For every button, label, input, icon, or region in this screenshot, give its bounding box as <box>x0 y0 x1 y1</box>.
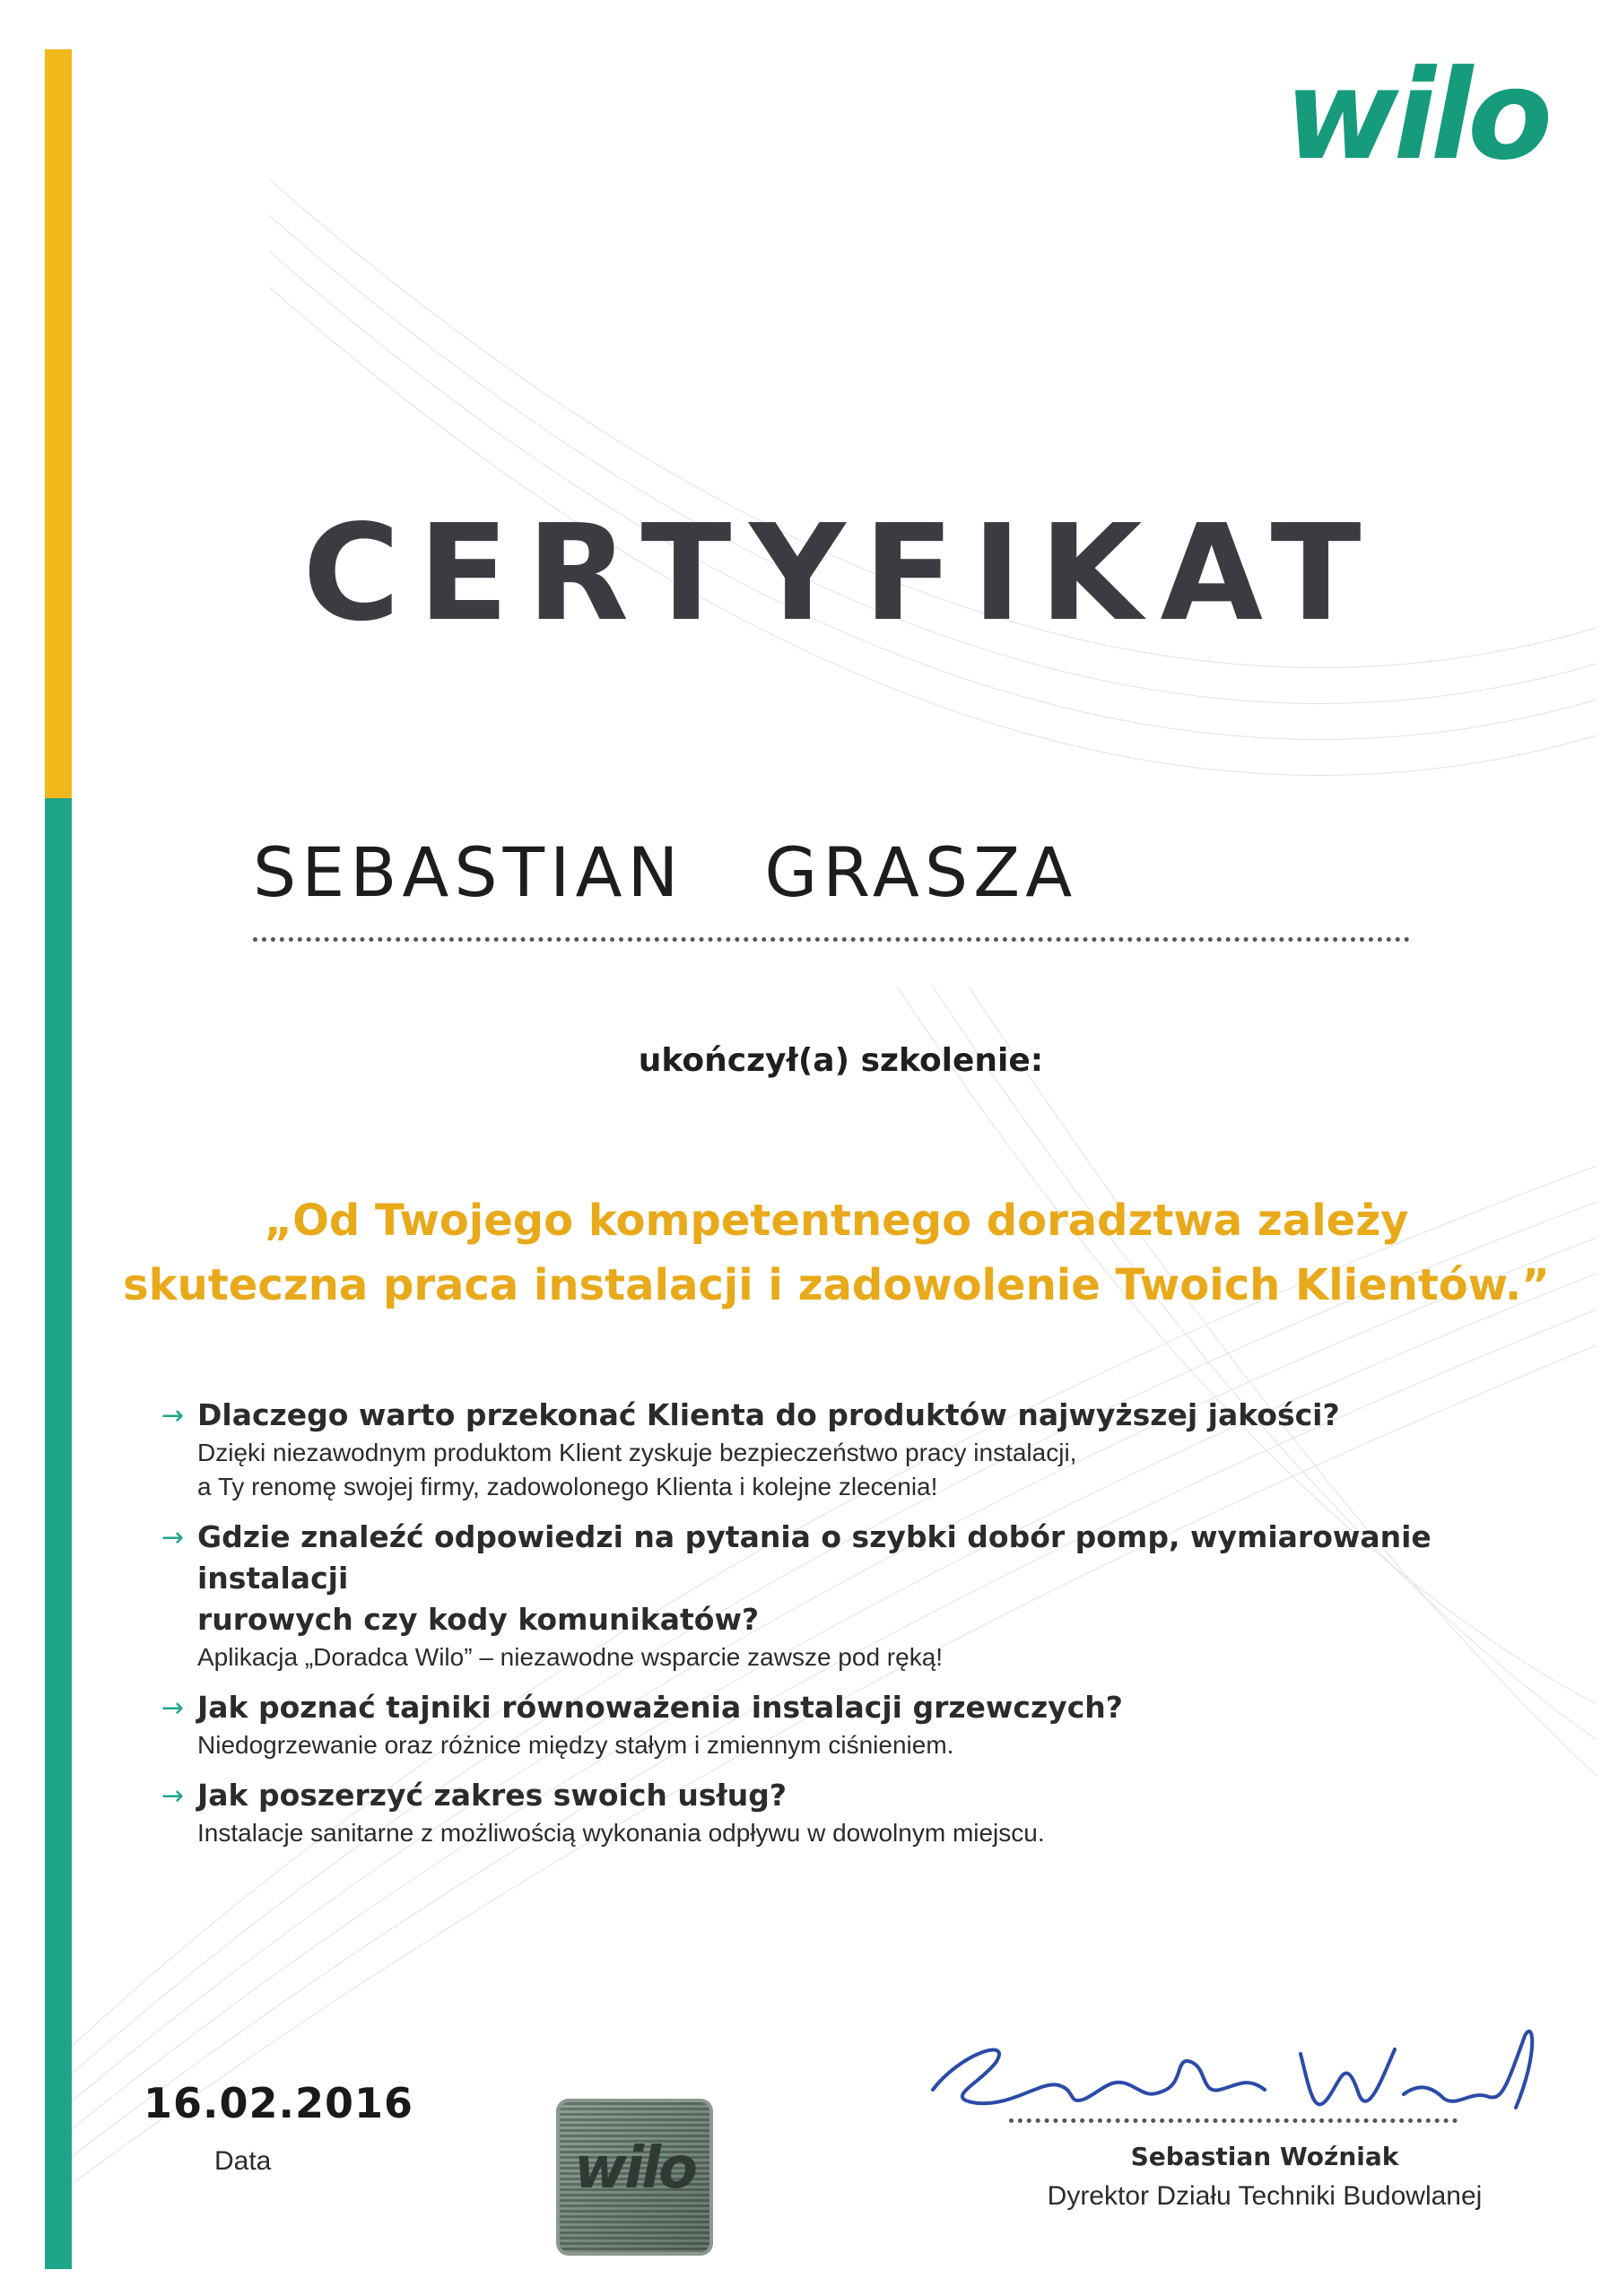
signer-name: Sebastian Woźniak <box>1130 2142 1399 2171</box>
training-topics-list <box>161 1395 1507 1863</box>
signature <box>906 2000 1552 2135</box>
training-title-quote <box>0 1188 1610 1318</box>
topic-question: Dlaczego warto przekonać Klienta do produktów najwyższej jakości? <box>197 1397 1340 1432</box>
arrow-right-icon: → <box>161 1522 185 1553</box>
green-accent-bar <box>45 798 72 2269</box>
name-dotted-line <box>253 937 1410 942</box>
date-value: 16.02.2016 <box>144 2079 414 2127</box>
topic-answer: Aplikacja „Doradca Wilo” – niezawodne wsparcie zawsze pod ręką! <box>197 1643 944 1671</box>
recipient-name <box>253 832 1078 912</box>
topic-answer: a Ty renomę swojej firmy, zadowolonego Klienta i kolejne zlecenia! <box>197 1473 938 1500</box>
recipient-name-line <box>253 832 1410 960</box>
topic-answer: Instalacje sanitarne z możliwością wykonania odpływu w dowolnym miejscu. <box>197 1819 1045 1847</box>
topic-answer: Dzięki niezawodnym produktom Klient zyskuje bezpieczeństwo pracy instalacji, <box>197 1439 1077 1466</box>
signer-role: Dyrektor Działu Techniki Budowlanej <box>1047 2181 1483 2211</box>
recipient-last-name: GRASZA <box>764 832 1078 912</box>
topic-question: Jak poszerzyć zakres swoich usług? <box>197 1778 788 1813</box>
arrow-right-icon: → <box>161 1400 185 1431</box>
certificate-title: CERTYFIKAT <box>302 496 1379 650</box>
quote-line-2: skuteczna praca instalacji i zadowolenie Twoich Klientów.” <box>123 1260 1550 1310</box>
list-item <box>161 1395 1507 1504</box>
list-item <box>161 1517 1507 1674</box>
wilo-logo: wilo <box>1284 43 1547 187</box>
hologram-seal <box>556 2099 713 2256</box>
completed-training-label: ukończył(a) szkolenie: <box>638 1042 1044 1079</box>
topic-answer: Niedogrzewanie oraz różnice między stałym i zmiennym ciśnieniem. <box>197 1731 954 1759</box>
arrow-right-icon: → <box>161 1780 185 1812</box>
date-label: Data <box>214 2146 272 2176</box>
topic-question: Gdzie znaleźć odpowiedzi na pytania o szybki dobór pomp, wymiarowanie instalacji <box>197 1519 1432 1596</box>
hologram-logo: wilo <box>574 2135 695 2202</box>
list-item <box>161 1775 1507 1850</box>
recipient-first-name: SEBASTIAN <box>253 832 684 912</box>
yellow-accent-bar <box>45 49 72 798</box>
quote-line-1: „Od Twojego kompetentnego doradztwa zależy <box>264 1196 1409 1246</box>
signature-dotted-line <box>1009 2118 1458 2123</box>
topic-question: Jak poznać tajniki równoważenia instalacji grzewczych? <box>197 1690 1123 1725</box>
arrow-right-icon: → <box>161 1692 185 1724</box>
list-item <box>161 1687 1507 1762</box>
topic-question: rurowych czy kody komunikatów? <box>197 1602 760 1637</box>
